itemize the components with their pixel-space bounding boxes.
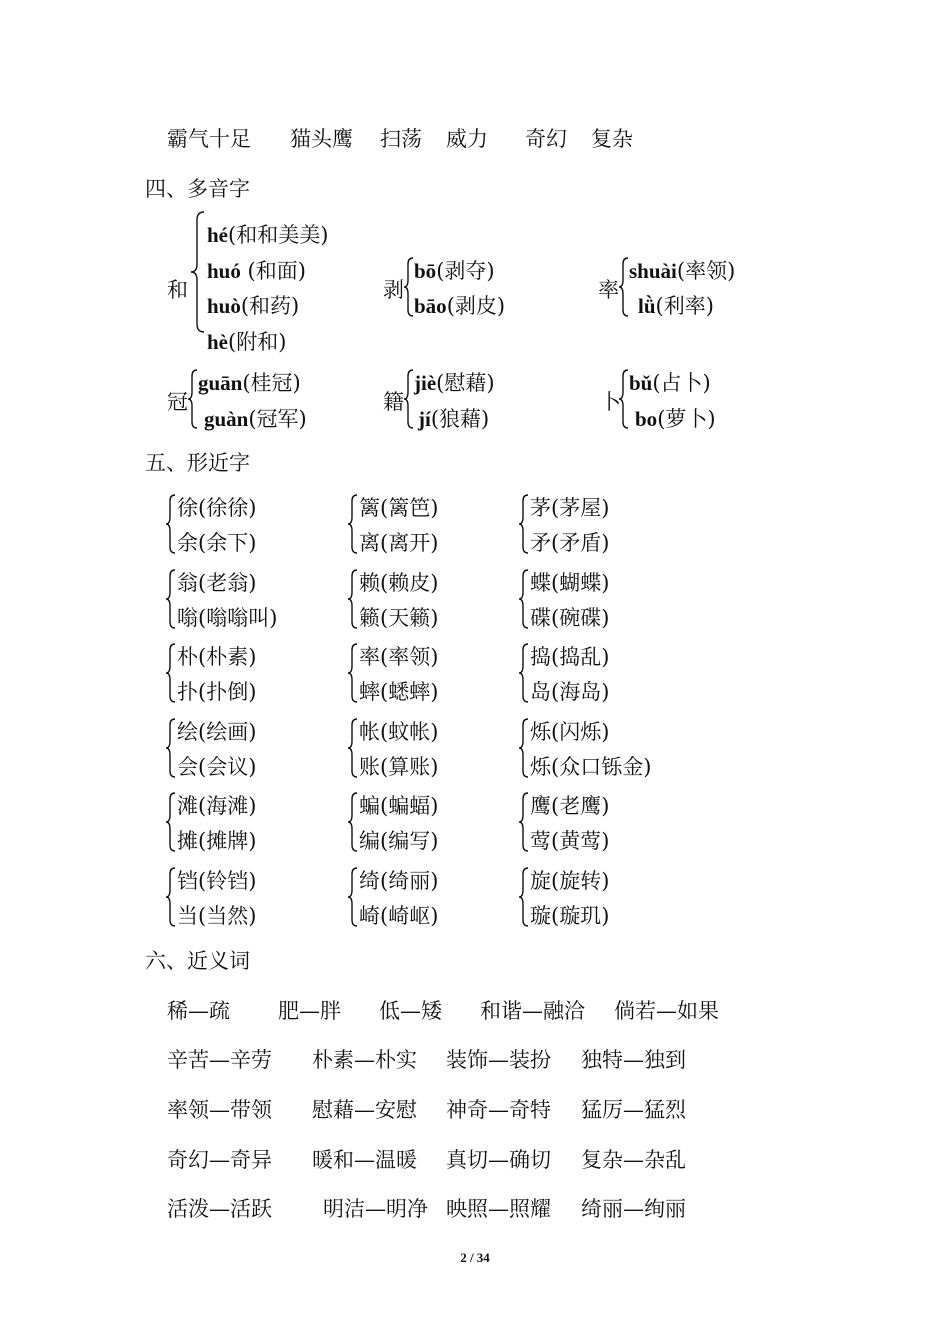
curly-brace-icon (518, 866, 530, 928)
example-word: (和面) (240, 259, 306, 283)
synonym-pair: 肥—胖 (278, 999, 341, 1023)
similar-char-entry: 蝙(蝙蝠) (359, 794, 439, 818)
similar-char-entry: 莺(黄莺) (530, 829, 610, 853)
polyphone-char: 冠 (167, 390, 188, 414)
similar-char-entry: 矛(矛盾) (530, 531, 610, 555)
curly-brace-icon (347, 791, 359, 853)
curly-brace-icon (165, 866, 177, 928)
reading-line (207, 219, 328, 249)
example-word: (剥夺) (436, 259, 495, 283)
synonym-pair: 绮丽—绚丽 (581, 1197, 686, 1221)
reading-line (629, 255, 735, 285)
similar-char-entry: 当(当然) (177, 904, 257, 928)
reading-line (207, 255, 306, 285)
word: 奇幻 (525, 127, 567, 151)
pinyin: guàn (204, 407, 249, 431)
example-word: (占卜) (652, 371, 711, 395)
word: 霸气十足 (167, 127, 251, 151)
word: 复杂 (591, 127, 633, 151)
similar-char-entry: 捣(捣乱) (530, 645, 610, 669)
pinyin: lǜ (638, 294, 656, 318)
synonym-pair: 独特—独到 (581, 1048, 686, 1072)
reading-line (418, 403, 489, 433)
similar-char-entry: 岛(海岛) (530, 680, 610, 704)
curly-brace-icon (190, 210, 206, 334)
example-word: (狼藉) (430, 407, 490, 431)
similar-char-entry: 朴(朴素) (177, 645, 257, 669)
pinyin: shuài (629, 259, 677, 283)
curly-brace-icon (165, 791, 177, 853)
synonym-pair: 辛苦—辛劳 (167, 1048, 272, 1072)
curly-brace-icon (165, 568, 177, 630)
polyphone-char: 剥 (383, 278, 404, 302)
curly-brace-icon (165, 717, 177, 779)
reading-line (635, 403, 716, 433)
similar-char-entry: 余(余下) (177, 531, 257, 555)
reading-line (198, 367, 301, 397)
similar-char-entry: 扑(扑倒) (177, 680, 257, 704)
synonym-pair: 活泼—活跃 (167, 1197, 272, 1221)
polyphone-char: 和 (167, 278, 188, 302)
synonym-pair: 猛厉—猛烈 (581, 1098, 686, 1122)
curly-brace-icon (518, 717, 530, 779)
pinyin: huò (207, 294, 241, 318)
similar-char-entry: 蟀(蟋蟀) (359, 680, 439, 704)
section-heading-polyphone: 四、多音字 (145, 177, 250, 201)
polyphone-char: 籍 (383, 390, 404, 414)
similar-char-entry: 账(算账) (359, 755, 439, 779)
similar-char-entry: 绘(绘画) (177, 720, 257, 744)
example-word: (和和美美) (228, 223, 329, 247)
curly-brace-icon (518, 642, 530, 704)
synonym-pair: 暖和—温暖 (312, 1148, 417, 1172)
example-word: (附和) (228, 330, 287, 354)
reading-line (204, 403, 307, 433)
similar-char-entry: 编(编写) (359, 829, 439, 853)
word: 扫荡 (380, 127, 422, 151)
example-word: (和药) (240, 294, 300, 318)
curly-brace-icon (347, 866, 359, 928)
example-word: (冠军) (248, 407, 307, 431)
similar-char-entry: 碟(碗碟) (530, 606, 610, 630)
curly-brace-icon (518, 791, 530, 853)
similar-char-entry: 会(会议) (177, 755, 257, 779)
pinyin: hé (207, 223, 228, 247)
curly-brace-icon (347, 642, 359, 704)
page-number: 2 / 34 (460, 1250, 490, 1265)
similar-char-entry: 摊(摊牌) (177, 829, 257, 853)
synonym-pair: 真切—确切 (446, 1148, 551, 1172)
similar-char-entry: 离(离开) (359, 531, 439, 555)
similar-char-entry: 帐(蚊帐) (359, 720, 439, 744)
similar-char-entry: 徐(徐徐) (177, 496, 257, 520)
curly-brace-icon (165, 642, 177, 704)
pinyin: hè (207, 330, 228, 354)
synonym-pair: 倘若—如果 (614, 999, 719, 1023)
curly-brace-icon (518, 493, 530, 555)
curly-brace-icon (347, 493, 359, 555)
reading-line (414, 255, 495, 285)
curly-brace-icon (347, 717, 359, 779)
similar-char-entry: 烁(闪烁) (530, 720, 610, 744)
synonym-pair: 明洁—明净 (323, 1197, 428, 1221)
polyphone-char: 率 (598, 278, 619, 302)
pinyin: bāo (414, 294, 447, 318)
similar-char-entry: 籁(天籁) (359, 606, 439, 630)
similar-char-entry: 茅(茅屋) (530, 496, 610, 520)
pinyin: bǔ (629, 371, 653, 395)
similar-char-entry: 率(率领) (359, 645, 439, 669)
similar-char-entry: 铛(铃铛) (177, 869, 257, 893)
pinyin: bō (414, 259, 437, 283)
synonym-pair: 低—矮 (379, 999, 442, 1023)
similar-char-entry: 璇(璇玑) (530, 904, 610, 928)
similar-char-entry: 蝶(蝴蝶) (530, 571, 610, 595)
synonym-pair: 率领—带领 (167, 1098, 272, 1122)
reading-line (414, 367, 495, 397)
pinyin: jiè (414, 371, 437, 395)
similar-char-entry: 滩(海滩) (177, 794, 257, 818)
example-word: (桂冠) (242, 371, 301, 395)
example-word: (剥皮) (446, 294, 506, 318)
similar-char-entry: 篱(篱笆) (359, 496, 439, 520)
similar-char-entry: 赖(赖皮) (359, 571, 439, 595)
reading-line (414, 290, 505, 320)
reading-line (629, 367, 711, 397)
pinyin: jí (418, 407, 431, 431)
synonym-pair: 复杂—杂乱 (581, 1148, 686, 1172)
word: 威力 (446, 127, 488, 151)
similar-char-entry: 崎(崎岖) (359, 904, 439, 928)
curly-brace-icon (347, 568, 359, 630)
example-word: (慰藉) (436, 371, 495, 395)
section-heading-similar-chars: 五、形近字 (145, 451, 250, 475)
synonym-pair: 稀—疏 (167, 999, 230, 1023)
synonym-pair: 和谐—融洽 (480, 999, 585, 1023)
pinyin: huó (207, 259, 241, 283)
reading-line (207, 326, 286, 356)
synonym-pair: 朴素—朴实 (312, 1048, 417, 1072)
synonym-pair: 装饰—装扮 (446, 1048, 551, 1072)
example-word: (率领) (676, 259, 736, 283)
similar-char-entry: 嗡(嗡嗡叫) (177, 606, 278, 630)
word: 猫头鹰 (290, 127, 353, 151)
synonym-pair: 奇幻—奇异 (167, 1148, 272, 1172)
synonym-pair: 神奇—奇特 (446, 1098, 551, 1122)
similar-char-entry: 旋(旋转) (530, 869, 610, 893)
curly-brace-icon (518, 568, 530, 630)
example-word: (萝卜) (657, 407, 716, 431)
synonym-pair: 映照—照耀 (446, 1197, 551, 1221)
example-word: (利率) (655, 294, 714, 318)
polyphone-char: 卜 (600, 390, 621, 414)
reading-line (207, 290, 299, 320)
similar-char-entry: 鹰(老鹰) (530, 794, 610, 818)
similar-char-entry: 烁(众口铄金) (530, 755, 652, 779)
section-heading-synonyms: 六、近义词 (145, 949, 250, 973)
reading-line (638, 290, 714, 320)
similar-char-entry: 翁(老翁) (177, 571, 257, 595)
similar-char-entry: 绮(绮丽) (359, 869, 439, 893)
pinyin: bo (635, 407, 658, 431)
curly-brace-icon (165, 493, 177, 555)
pinyin: guān (198, 371, 243, 395)
synonym-pair: 慰藉—安慰 (312, 1098, 417, 1122)
